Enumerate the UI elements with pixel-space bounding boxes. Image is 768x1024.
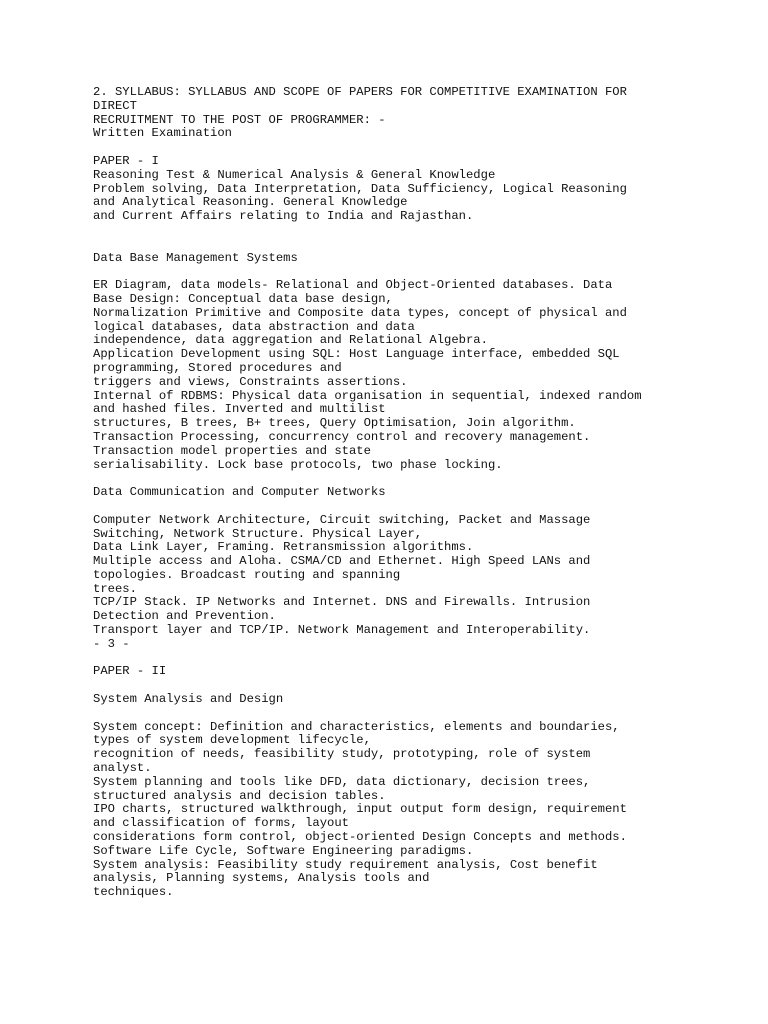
document-line: Transaction model properties and state — [93, 443, 371, 458]
document-line: logical databases, data abstraction and data — [93, 319, 415, 334]
document-line: analysis, Planning systems, Analysis tools and — [93, 871, 430, 886]
document-line — [93, 224, 753, 238]
document-line: techniques. — [93, 885, 174, 900]
document-line: recognition of needs, feasibility study, prototyping, role of system — [93, 747, 591, 762]
document-line: Problem solving, Data Interpretation, Data Sufficiency, Logical Reasoning — [93, 181, 627, 196]
document-line: PAPER - II — [93, 664, 167, 679]
document-line: DIRECT — [93, 98, 137, 113]
document-line — [93, 500, 753, 514]
document-line: and Analytical Reasoning. General Knowledge — [93, 195, 408, 210]
document-line — [93, 472, 753, 486]
document-line: 2. SYLLABUS: SYLLABUS AND SCOPE OF PAPERS FOR COMPETITIVE EXAMINATION FOR — [93, 85, 627, 99]
document-line — [93, 707, 753, 721]
document-line: and Current Affairs relating to India and Rajasthan. — [93, 209, 474, 224]
document-line: and hashed files. Inverted and multilist — [93, 402, 386, 417]
document-line — [93, 141, 753, 155]
document-line: trees. — [93, 581, 137, 596]
document-line: programming, Stored procedures and — [93, 360, 342, 375]
document-line: types of system development lifecycle, — [93, 733, 371, 748]
document-line: Written Examination — [93, 126, 232, 141]
document-line: structured analysis and decision tables. — [93, 788, 386, 803]
document-line: Data Base Management Systems — [93, 250, 298, 265]
document-line: Switching, Network Structure. Physical Layer, — [93, 526, 423, 541]
document-line — [93, 238, 753, 252]
document-line: analyst. — [93, 761, 152, 776]
document-line — [93, 652, 753, 666]
document-line: Transport layer and TCP/IP. Network Management and Interoperability. — [93, 623, 591, 638]
document-line: Internal of RDBMS: Physical data organisation in sequential, indexed random — [93, 388, 642, 403]
document-line: triggers and views, Constraints assertions. — [93, 374, 408, 389]
document-line: Software Life Cycle, Software Engineering paradigms. — [93, 843, 474, 858]
document-line: serialisability. Lock base protocols, two phase locking. — [93, 457, 503, 472]
document-line: PAPER - I — [93, 153, 159, 168]
document-line: structures, B trees, B+ trees, Query Optimisation, Join algorithm. — [93, 416, 576, 431]
document-line — [93, 265, 753, 279]
document-line: IPO charts, structured walkthrough, input output form design, requirement — [93, 802, 627, 817]
document-page — [93, 86, 753, 900]
document-line: Computer Network Architecture, Circuit switching, Packet and Massage — [93, 512, 591, 527]
document-line: System analysis: Feasibility study requirement analysis, Cost benefit — [93, 857, 598, 872]
document-line: Transaction Processing, concurrency control and recovery management. — [93, 429, 591, 444]
document-line: Application Development using SQL: Host Language interface, embedded SQL — [93, 347, 620, 362]
document-line: Detection and Prevention. — [93, 609, 276, 624]
document-line: independence, data aggregation and Relational Algebra. — [93, 333, 488, 348]
document-line: topologies. Broadcast routing and spanning — [93, 567, 401, 582]
document-line: Normalization Primitive and Composite data types, concept of physical and — [93, 305, 627, 320]
document-line: System planning and tools like DFD, data dictionary, decision trees, — [93, 774, 591, 789]
document-line: Multiple access and Aloha. CSMA/CD and Ethernet. High Speed LANs and — [93, 554, 591, 569]
document-line: TCP/IP Stack. IP Networks and Internet. DNS and Firewalls. Intrusion — [93, 595, 591, 610]
document-line: Data Link Layer, Framing. Retransmission algorithms. — [93, 540, 474, 555]
document-line: and classification of forms, layout — [93, 816, 349, 831]
document-line: System concept: Definition and characteristics, elements and boundaries, — [93, 719, 620, 734]
document-line: considerations form control, object-oriented Design Concepts and methods. — [93, 830, 627, 845]
document-line: System Analysis and Design — [93, 692, 284, 707]
document-line: Reasoning Test & Numerical Analysis & General Knowledge — [93, 167, 496, 182]
document-line — [93, 679, 753, 693]
document-line: ER Diagram, data models- Relational and Object-Oriented databases. Data — [93, 278, 613, 293]
document-line: RECRUITMENT TO THE POST OF PROGRAMMER: - — [93, 112, 386, 127]
document-line: Data Communication and Computer Networks — [93, 485, 386, 500]
document-line: Base Design: Conceptual data base design, — [93, 291, 393, 306]
document-line: - 3 - — [93, 636, 130, 651]
